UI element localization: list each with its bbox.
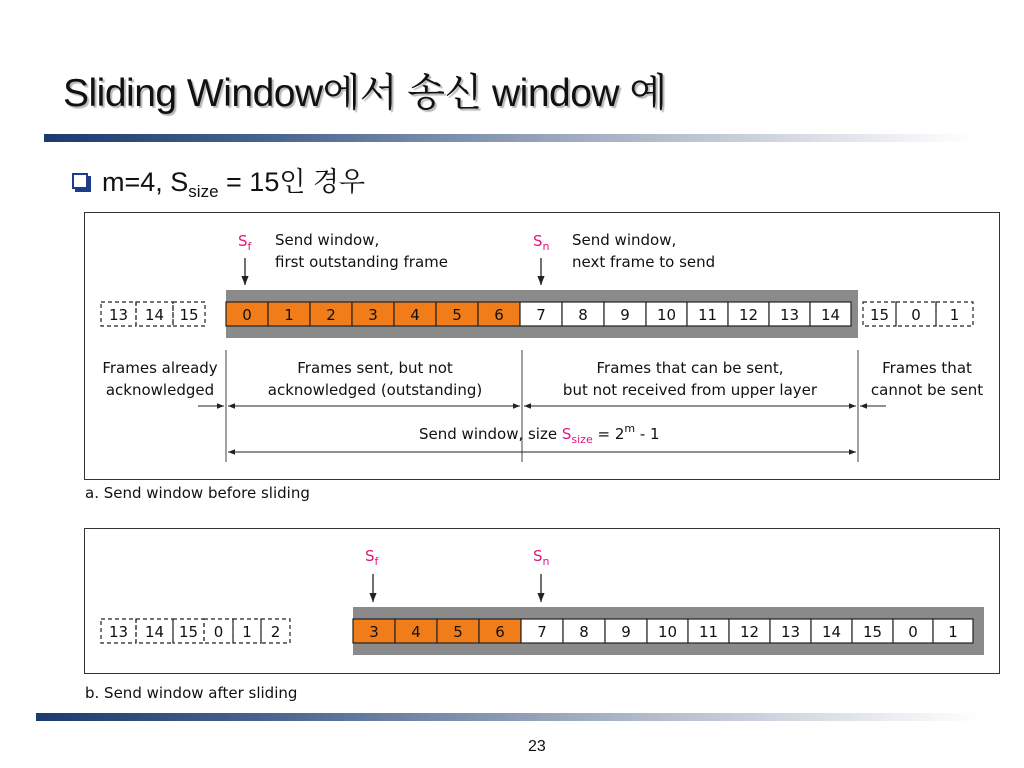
row-b-sendable-label: 15 (862, 623, 883, 641)
row-a-sendable-label: 14 (820, 306, 841, 324)
caption-before-sliding: a. Send window before sliding (85, 484, 310, 502)
sf-note-line1: Send window, (275, 231, 380, 249)
bullet-prefix: m=4, S (102, 167, 189, 197)
row-a-outstanding-label: 3 (368, 306, 378, 324)
row-b-sendable-label: 11 (698, 623, 719, 641)
row-a-sendable-label: 8 (578, 306, 588, 324)
row-b-outstanding-label: 5 (453, 623, 463, 641)
row-a-outstanding-label: 6 (494, 306, 504, 324)
row-b-sendable-label: 9 (621, 623, 631, 641)
bullet-subscript: size (188, 182, 219, 201)
sf-note-line2: first outstanding frame (275, 253, 449, 271)
row-a-acked-label: 14 (144, 306, 165, 324)
region-label-line1: Frames sent, but not (297, 359, 453, 377)
window-size-label: Send window, size $S_{size} = 2^m - 1$ (419, 422, 660, 446)
row-a-blocked-label: 0 (911, 306, 921, 324)
row-b-sendable-label: 0 (908, 623, 918, 641)
row-a-sendable-label: 11 (697, 306, 718, 324)
region-label-line1: Frames that (882, 359, 972, 377)
page-number: 23 (528, 738, 546, 755)
row-b-sendable-label: 10 (657, 623, 678, 641)
row-a-blocked-label: 15 (869, 306, 890, 324)
row-a-outstanding-label: 1 (284, 306, 294, 324)
row-a-sendable-label: 7 (536, 306, 546, 324)
row-b-outstanding-label: 4 (411, 623, 421, 641)
sn-pointer-label: $S_n$ (533, 547, 550, 568)
row-a-outstanding-label: 4 (410, 306, 420, 324)
row-a-blocked-label: 1 (949, 306, 960, 324)
sn-pointer-label: $S_n$ (533, 232, 550, 253)
row-b-sendable-label: 13 (780, 623, 801, 641)
region-label-line1: Frames already (102, 359, 218, 377)
row-b-acked-label: 13 (108, 623, 129, 641)
row-b-sendable-label: 1 (948, 623, 958, 641)
row-a-acked-label: 13 (108, 306, 129, 324)
sn-note-line2: next frame to send (572, 253, 716, 271)
row-b-outstanding-label: 3 (369, 623, 379, 641)
row-b-sendable-label: 12 (739, 623, 760, 641)
sf-pointer-label: $S_f$ (365, 547, 379, 568)
region-label-line2: acknowledged (outstanding) (267, 381, 483, 399)
sn-note-line1: Send window, (572, 231, 677, 249)
region-label-line2: acknowledged (105, 381, 215, 399)
row-b-outstanding-label: 6 (495, 623, 505, 641)
region-label-line2: but not received from upper layer (562, 381, 818, 399)
bullet-suffix: = 15인 경우 (218, 167, 366, 197)
row-a-sendable-label: 12 (738, 306, 759, 324)
row-b-sendable-label: 14 (821, 623, 842, 641)
row-a-sendable-label: 9 (620, 306, 630, 324)
row-a-acked-label: 15 (179, 306, 199, 324)
slide-title: Sliding Window에서 송신 window 예 (63, 72, 667, 115)
row-b-acked-label: 2 (270, 623, 281, 641)
row-b-acked-label: 1 (242, 623, 252, 641)
row-b-acked-label: 15 (178, 623, 199, 641)
row-b-sendable-label: 7 (537, 623, 547, 641)
row-b-acked-label: 14 (144, 623, 165, 641)
row-a-outstanding-label: 2 (326, 306, 336, 324)
row-a-outstanding-label: 5 (452, 306, 462, 324)
caption-after-sliding: b. Send window after sliding (85, 684, 298, 702)
row-b-acked-label: 0 (213, 623, 224, 641)
row-a-outstanding-label: 0 (242, 306, 252, 324)
row-b-sendable-label: 8 (579, 623, 589, 641)
region-label-line1: Frames that can be sent, (596, 359, 784, 377)
sf-pointer-label: $S_f$ (238, 232, 252, 253)
row-a-sendable-label: 13 (779, 306, 800, 324)
region-label-line2: cannot be sent (870, 381, 984, 399)
footer-rule (36, 713, 980, 721)
row-a-sendable-label: 10 (656, 306, 677, 324)
